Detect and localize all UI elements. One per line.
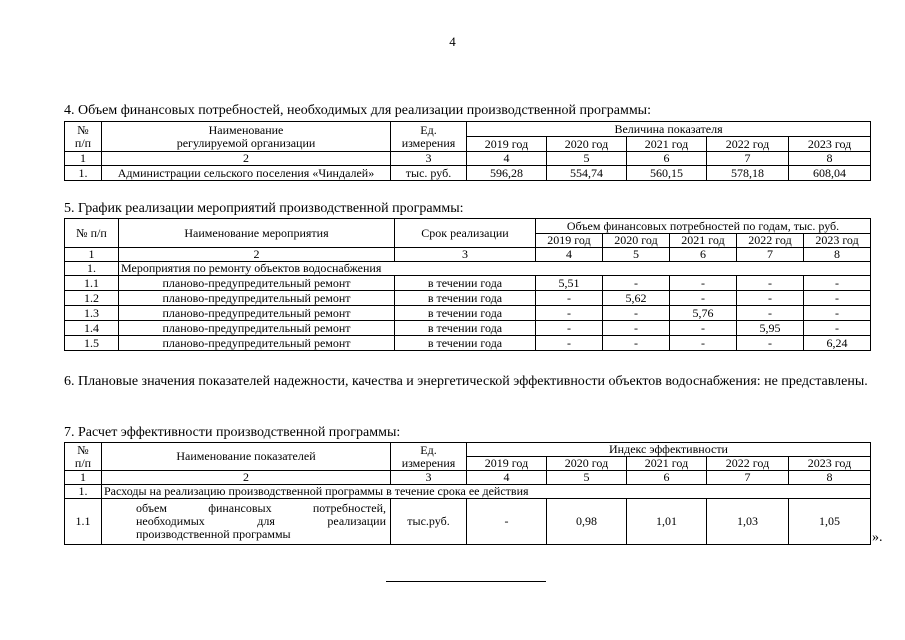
header-year: 2023 год — [789, 457, 871, 471]
group-name: Расходы на реализацию производственной программы в течение срока ее действия — [102, 485, 871, 499]
index-cell: 3 — [391, 471, 467, 485]
row-value: - — [536, 336, 603, 351]
indicator-line: необходимых для реализации — [136, 514, 386, 528]
index-cell: 8 — [804, 248, 871, 262]
row-value: 5,76 — [670, 306, 737, 321]
row-value: - — [603, 276, 670, 291]
efficiency-table — [64, 442, 871, 545]
group-row — [65, 262, 871, 276]
index-cell: 1 — [65, 248, 119, 262]
header-year: 2020 год — [603, 234, 670, 248]
index-cell: 4 — [467, 152, 547, 166]
header-value-group: Величина показателя — [467, 122, 871, 137]
group-num: 1. — [65, 262, 119, 276]
indicator-line: объем финансовых потребностей, — [136, 501, 386, 515]
row-value: 578,18 — [707, 166, 789, 181]
table-row — [65, 306, 871, 321]
footer-separator-line — [386, 581, 546, 582]
section-5-title: 5. График реализации мероприятий производственной программы: — [64, 201, 464, 216]
page-number: 4 — [449, 34, 456, 49]
header-organization: Наименование регулируемой организации — [102, 122, 391, 152]
schedule-table — [64, 218, 871, 351]
table-row — [65, 276, 871, 291]
row-value: 1,03 — [707, 499, 789, 545]
header-year: 2023 год — [804, 234, 871, 248]
section-7-title: 7. Расчет эффективности производственной программы: — [64, 425, 401, 440]
row-value: 1,05 — [789, 499, 871, 545]
row-term: в течении года — [395, 336, 536, 351]
row-value: - — [737, 336, 804, 351]
row-value: 596,28 — [467, 166, 547, 181]
row-organization: Администрации сельского поселения «Чиндалей» — [102, 166, 391, 181]
index-cell: 7 — [707, 152, 789, 166]
row-value: 554,74 — [547, 166, 627, 181]
index-cell: 6 — [670, 248, 737, 262]
index-cell: 6 — [627, 471, 707, 485]
row-event-name: планово-предупредительный ремонт — [119, 336, 395, 351]
header-year: 2019 год — [467, 137, 547, 152]
row-term: в течении года — [395, 276, 536, 291]
row-value: - — [804, 306, 871, 321]
group-num: 1. — [65, 485, 102, 499]
row-term: в течении года — [395, 291, 536, 306]
header-value-group: Индекс эффективности — [467, 443, 871, 457]
table-row — [65, 336, 871, 351]
row-event-name: планово-предупредительный ремонт — [119, 321, 395, 336]
header-year: 2022 год — [707, 457, 789, 471]
indicator-line: производственной программы — [136, 527, 291, 541]
index-cell: 2 — [102, 471, 391, 485]
row-indicator-name — [102, 499, 391, 545]
header-indicator-name: Наименование показателей — [102, 443, 391, 471]
row-value: 5,62 — [603, 291, 670, 306]
row-term: в течении года — [395, 306, 536, 321]
row-unit: тыс.руб. — [391, 499, 467, 545]
row-value: 0,98 — [547, 499, 627, 545]
index-cell: 5 — [547, 471, 627, 485]
index-cell: 3 — [391, 152, 467, 166]
row-value: 560,15 — [627, 166, 707, 181]
row-value: - — [670, 276, 737, 291]
row-value: - — [670, 291, 737, 306]
row-num: 1. — [65, 166, 102, 181]
row-value: - — [670, 321, 737, 336]
header-num: № п/п — [65, 443, 102, 471]
header-term: Срок реализации — [395, 219, 536, 248]
row-value: - — [737, 276, 804, 291]
table-row — [65, 499, 871, 545]
row-value: - — [536, 291, 603, 306]
row-value: - — [804, 291, 871, 306]
index-cell: 8 — [789, 471, 871, 485]
index-cell: 8 — [789, 152, 871, 166]
row-num: 1.2 — [65, 291, 119, 306]
row-value: 1,01 — [627, 499, 707, 545]
section-6-text: 6. Плановые значения показателей надежности, качества и энергетической эффективности объектов водоснабжения: не представлены. — [64, 374, 868, 389]
row-value: - — [737, 306, 804, 321]
header-year: 2019 год — [536, 234, 603, 248]
row-event-name: планово-предупредительный ремонт — [119, 306, 395, 321]
row-value: - — [603, 336, 670, 351]
group-row — [65, 485, 871, 499]
index-row — [65, 152, 871, 166]
header-unit: Ед. измерения — [391, 443, 467, 471]
row-value: 6,24 — [804, 336, 871, 351]
row-value: 608,04 — [789, 166, 871, 181]
index-cell: 5 — [547, 152, 627, 166]
table-row — [65, 291, 871, 306]
row-num: 1.5 — [65, 336, 119, 351]
index-cell: 2 — [102, 152, 391, 166]
row-num: 1.4 — [65, 321, 119, 336]
group-name: Мероприятия по ремонту объектов водоснабжения — [119, 262, 871, 276]
row-value: 5,51 — [536, 276, 603, 291]
header-year: 2021 год — [627, 137, 707, 152]
row-value: 5,95 — [737, 321, 804, 336]
index-cell: 2 — [119, 248, 395, 262]
header-year: 2020 год — [547, 137, 627, 152]
row-value: - — [804, 276, 871, 291]
header-year: 2020 год — [547, 457, 627, 471]
row-value: - — [603, 321, 670, 336]
row-num: 1.1 — [65, 499, 102, 545]
header-year: 2021 год — [627, 457, 707, 471]
header-year: 2021 год — [670, 234, 737, 248]
index-cell: 1 — [65, 471, 102, 485]
row-value: - — [536, 321, 603, 336]
row-value: - — [804, 321, 871, 336]
index-cell: 4 — [467, 471, 547, 485]
header-event-name: Наименование мероприятия — [119, 219, 395, 248]
header-unit: Ед. измерения — [391, 122, 467, 152]
row-value: - — [670, 336, 737, 351]
financial-needs-table — [64, 121, 871, 181]
row-event-name: планово-предупредительный ремонт — [119, 291, 395, 306]
header-year: 2022 год — [707, 137, 789, 152]
header-num: № п/п — [65, 122, 102, 152]
table-row — [65, 166, 871, 181]
closing-quote-mark: ». — [872, 530, 883, 545]
header-year: 2019 год — [467, 457, 547, 471]
index-row — [65, 471, 871, 485]
row-value: - — [467, 499, 547, 545]
row-num: 1.1 — [65, 276, 119, 291]
row-num: 1.3 — [65, 306, 119, 321]
header-year: 2023 год — [789, 137, 871, 152]
index-cell: 7 — [707, 471, 789, 485]
row-unit: тыс. руб. — [391, 166, 467, 181]
row-value: - — [603, 306, 670, 321]
index-cell: 4 — [536, 248, 603, 262]
index-cell: 6 — [627, 152, 707, 166]
header-value-group: Объем финансовых потребностей по годам, тыс. руб. — [536, 219, 871, 234]
table-row — [65, 321, 871, 336]
index-cell: 3 — [395, 248, 536, 262]
row-term: в течении года — [395, 321, 536, 336]
header-year: 2022 год — [737, 234, 804, 248]
index-cell: 1 — [65, 152, 102, 166]
index-cell: 5 — [603, 248, 670, 262]
row-event-name: планово-предупредительный ремонт — [119, 276, 395, 291]
index-row — [65, 248, 871, 262]
section-4-title: 4. Объем финансовых потребностей, необходимых для реализации производственной программы: — [64, 103, 651, 118]
header-num: № п/п — [65, 219, 119, 248]
row-value: - — [737, 291, 804, 306]
index-cell: 7 — [737, 248, 804, 262]
row-value: - — [536, 306, 603, 321]
